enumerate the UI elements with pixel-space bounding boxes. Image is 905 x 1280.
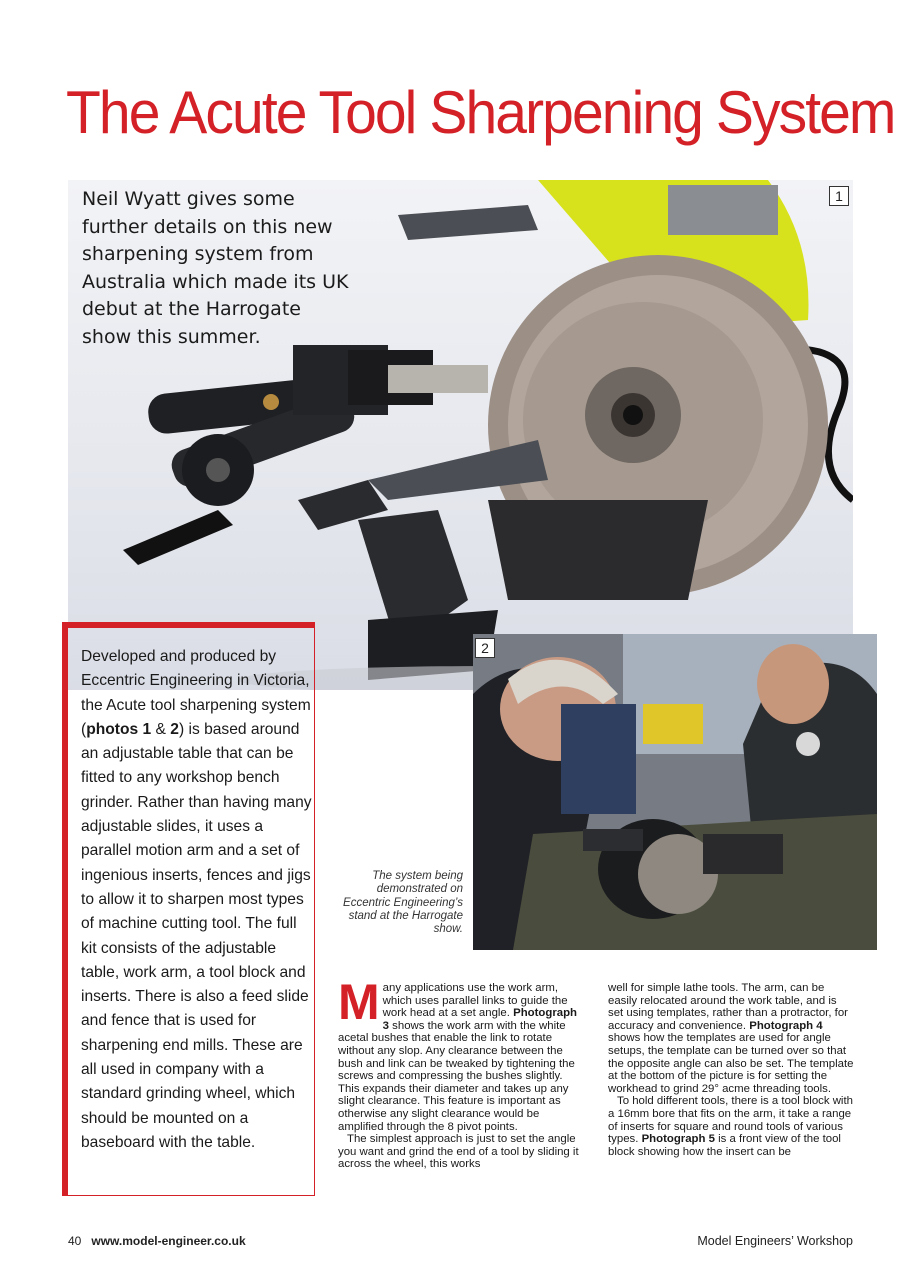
intro-text-1: Developed and produced by Eccentric Engineering in Victoria, the Acute tool sharpening system (: [81, 648, 311, 738]
intro-bold-1: photos 1: [86, 720, 152, 738]
photo-number-1: 1: [829, 186, 849, 206]
page-number: 40: [68, 1234, 82, 1248]
standfirst: Neil Wyatt gives some further details on this new sharpening system from Australia which made its UK debut at the Harrogate show this summer.: [82, 188, 349, 348]
website-link[interactable]: www.model-engineer.co.uk: [91, 1234, 246, 1248]
intro-text-3: ) is based around an adjustable table that can be fitted to any workshop bench grinder. Rather than having many adjustable slides, it uses a parallel motion arm and a set of ingenious inserts, fences and jigs to allow it to sharpen most types of machine cutting tool. The full kit consists of the adjustable table, work arm, a tool block and inserts. There is also a feed slide and fence that is used for sharpening end mills. These are all used in company with a standard grinding wheel, which should be mounted on a baseboard with the table.: [81, 720, 312, 1151]
para3-text-a: To hold different tools, there is a tool block with a 16mm bore that fits on the arm, it take a range of inserts for square and round tools of various types.: [608, 1095, 853, 1146]
body-column-2: [608, 982, 854, 1158]
col2-text-a: well for simple lathe tools. The arm, can be easily relocated around the work table, and is set using templates, rather than a protractor, for accuracy and convenience.: [608, 982, 848, 1032]
para3: [608, 1095, 854, 1158]
para3-text-c: is a front view of the tool block showing how the insert can be: [608, 1133, 841, 1158]
col2-bold: Photograph 4: [749, 1019, 823, 1032]
demonstration-illustration: [473, 634, 877, 950]
photo-caption: The system being demonstrated on Eccentric Engineering’s stand at the Harrogate show.: [343, 870, 463, 936]
para3-bold: Photograph 5: [641, 1133, 715, 1146]
para1-text-c: shows the work arm with the white acetal bushes that enable the link to rotate without any slop. Any clearance between the bush and link can be tweaked by tightening the screws and compressing the bushes slightly. This expands their diameter and takes up any slight clearance. This feature is important as otherwise any slight clearance would be amplified through the 8 pivot points.: [338, 1019, 575, 1133]
para1-text-a: any applications use the work arm, which uses parallel links to guide the work head at a set angle.: [382, 982, 568, 1020]
photo-number-2: 2: [475, 638, 495, 658]
intro-text-2: &: [151, 720, 171, 738]
magazine-name: Model Engineers’ Workshop: [697, 1234, 853, 1248]
para2: The simplest approach is just to set the angle you want and grind the end of a tool by sliding it across the wheel, this works: [338, 1133, 579, 1171]
drop-cap: M: [338, 974, 380, 1030]
intro-paragraph: [81, 645, 313, 1155]
intro-bold-2: 2: [170, 720, 179, 738]
photo-2-demonstration: [473, 634, 877, 950]
body-column-1: [338, 974, 584, 1171]
para1-bold: Photograph 3: [382, 1007, 578, 1032]
col2-text-c: shows how the templates are used for angle setups, the template can be turned over so that the opposite angle can also be set. The template at the bottom of the picture is for setting the workhead to grind 29° acme threading tools.: [608, 1032, 854, 1095]
footer-left: [68, 1234, 246, 1248]
article-title: The Acute Tool Sharpening System: [66, 79, 895, 146]
